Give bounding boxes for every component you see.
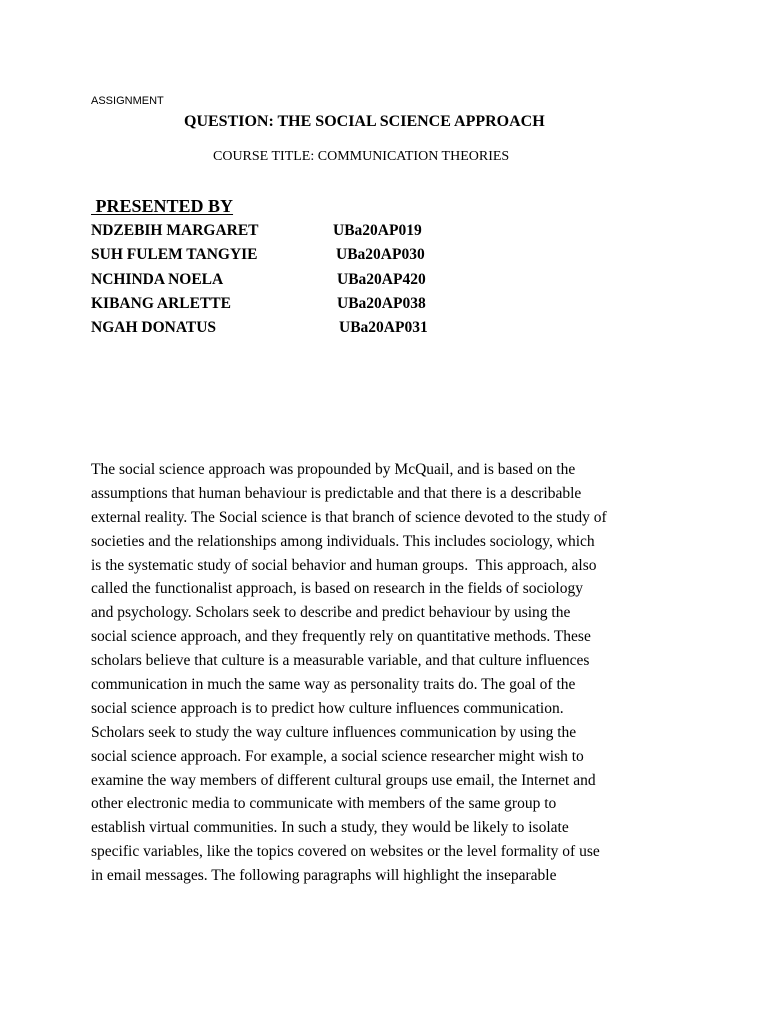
member-name: NCHINDA NOELA bbox=[91, 270, 224, 288]
body-line: The social science approach was propounded by McQuail, and is based on the bbox=[91, 461, 576, 478]
assignment-label: ASSIGNMENT bbox=[91, 95, 164, 107]
body-line: in email messages. The following paragraphs will highlight the inseparable bbox=[91, 867, 557, 885]
member-name: SUH FULEM TANGYIE bbox=[91, 246, 258, 264]
body-line: examine the way members of different cultural groups use email, the Internet and bbox=[91, 771, 596, 789]
member-name: NGAH DONATUS bbox=[91, 319, 217, 337]
body-paragraph bbox=[91, 458, 691, 888]
body-line: called the functionalist approach, is based on research in the fields of sociology bbox=[91, 580, 583, 598]
body-line: social science approach is to predict how culture influences communication. bbox=[91, 699, 564, 717]
body-line: and psychology. Scholars seek to describe and predict behaviour by using the bbox=[91, 604, 571, 622]
member-id: UBa20AP420 bbox=[337, 270, 426, 288]
body-line: societies and the relationships among individuals. This includes sociology, which bbox=[91, 532, 595, 550]
body-line: Scholars seek to study the way culture influences communication by using the bbox=[91, 723, 577, 741]
member-id: UBa20AP038 bbox=[337, 294, 426, 312]
body-line: specific variables, like the topics covered on websites or the level formality of use bbox=[91, 843, 600, 861]
body-line: social science approach. For example, a social science researcher might wish to bbox=[91, 747, 584, 765]
presented-by-heading: PRESENTED BY bbox=[91, 196, 234, 216]
body-line: is the systematic study of social behavior and human groups. This approach, also bbox=[91, 556, 597, 574]
member-id: UBa20AP019 bbox=[333, 222, 422, 239]
member-id: UBa20AP031 bbox=[339, 319, 428, 337]
question-title: QUESTION: THE SOCIAL SCIENCE APPROACH bbox=[184, 113, 545, 130]
body-line: scholars believe that culture is a measurable variable, and that culture influences bbox=[91, 652, 590, 670]
body-line: assumptions that human behaviour is predictable and that there is a describable bbox=[91, 484, 582, 502]
member-name: KIBANG ARLETTE bbox=[91, 294, 231, 312]
body-line: establish virtual communities. In such a study, they would be likely to isolate bbox=[91, 819, 569, 837]
body-line: communication in much the same way as personality traits do. The goal of the bbox=[91, 676, 576, 694]
body-line: external reality. The Social science is that branch of science devoted to the study of bbox=[91, 508, 607, 526]
course-title: COURSE TITLE: COMMUNICATION THEORIES bbox=[213, 149, 510, 164]
member-id: UBa20AP030 bbox=[336, 246, 425, 264]
body-line: other electronic media to communicate with members of the same group to bbox=[91, 795, 557, 813]
member-name: NDZEBIH MARGARET bbox=[91, 222, 259, 239]
body-line: social science approach, and they frequently rely on quantitative methods. These bbox=[91, 628, 591, 646]
